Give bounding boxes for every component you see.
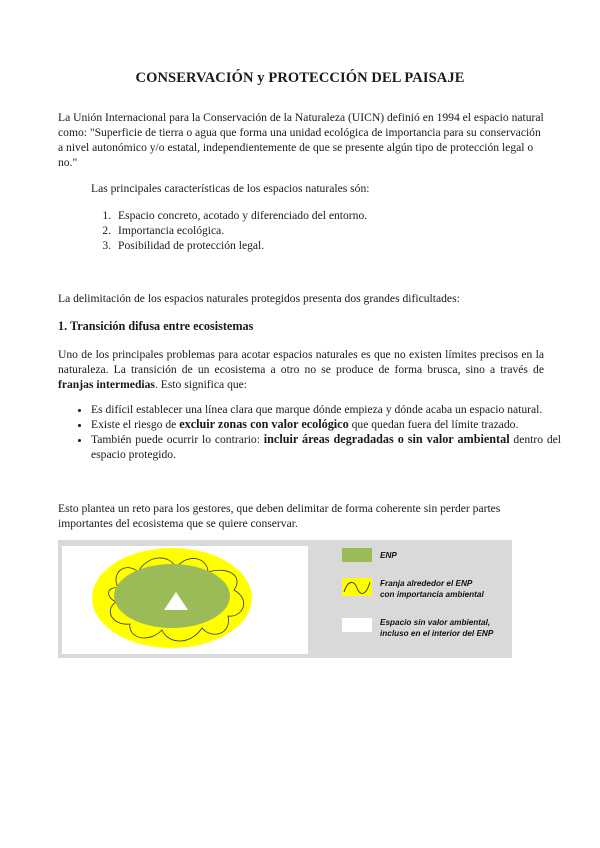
section-heading: 1. Transición difusa entre ecosistemas: [58, 319, 254, 333]
enp-ellipse: [114, 564, 230, 628]
legend-label-franja-2: con importancia ambiental: [380, 590, 484, 599]
legend-swatch-enp: [342, 548, 372, 562]
bullet-text-end: dentro del espacio protegido.: [91, 433, 561, 461]
paragraph-text-end: . Esto significa que:: [154, 378, 248, 391]
legend-swatch-sin-valor: [342, 618, 372, 632]
bullet-text-end: que quedan fuera del límite trazado.: [348, 418, 519, 431]
legend-label-enp: ENP: [380, 551, 397, 560]
bullet-text: Existe el riesgo de: [91, 418, 180, 431]
bullet-bold: incluir áreas degradadas o sin valor ambiental: [263, 432, 510, 446]
legend-label-sin-valor-1: Espacio sin valor ambiental,: [380, 618, 491, 627]
bullet-text: También puede ocurrir lo contrario:: [91, 433, 264, 446]
difficulties-list: [58, 402, 561, 462]
list-item: [91, 402, 561, 417]
outro-paragraph: Esto plantea un reto para los gestores, que deben delimitar de forma coherente sin perder partes importantes del ecosistema que se quiere conservar.: [58, 502, 501, 530]
section-paragraph: [58, 347, 544, 392]
legend-label-sin-valor-2: incluso en el interior del ENP: [380, 629, 494, 638]
bullet-bold: excluir zonas con valor ecológico: [179, 417, 349, 431]
legend-label-franja-1: Franja alrededor el ENP: [380, 579, 473, 588]
bullet-text: Es difícil establecer una línea clara que marque dónde empieza y dónde acaba un espacio natural.: [91, 403, 543, 416]
paragraph-text: Uno de los principales problemas para acotar espacios naturales es que no existen límites precisos en la naturaleza. La transición de un ecosistema a otro no se produce de forma brusca, sino a través de: [58, 348, 544, 376]
enp-diagram: [58, 540, 512, 658]
intro-paragraph: La Unión Internacional para la Conservación de la Naturaleza (UICN) definió en 1994 el espacio natural como: "Superficie de tierra o agua que forma una unidad ecológica de importancia para su conservación a nivel autonómico y/o estatal, independientemente de que se presente algún tipo de protección legal o no.": [58, 111, 544, 169]
list-item: 1. Espacio concreto, acotado y diferenciado del entorno.: [114, 208, 554, 223]
list-item: 2. Importancia ecológica.: [114, 223, 554, 238]
characteristics-list: [92, 208, 554, 253]
list-item: [91, 432, 561, 462]
list-item: 3. Posibilidad de protección legal.: [114, 238, 554, 253]
delimitation-paragraph: La delimitación de los espacios naturales protegidos presenta dos grandes dificultades:: [58, 292, 460, 305]
paragraph-bold: franjas intermedias: [58, 378, 155, 391]
page-title: CONSERVACIÓN y PROTECCIÓN DEL PAISAJE: [135, 70, 465, 86]
characteristics-lead: Las principales características de los espacios naturales són:: [91, 182, 370, 195]
list-item: [91, 417, 561, 432]
